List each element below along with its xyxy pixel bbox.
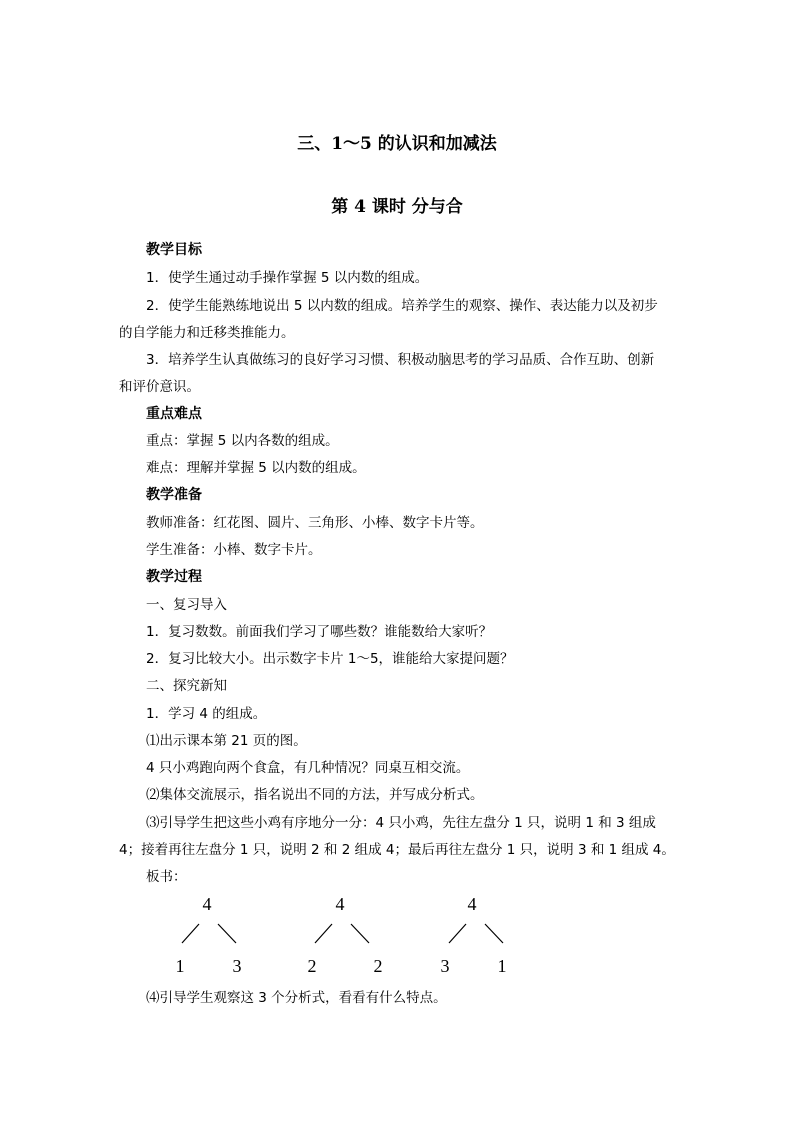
- part-1-heading: 一、复习导入: [146, 597, 227, 613]
- board-3-total: 4: [467, 894, 477, 914]
- lesson-title: 第 4 课时 分与合: [331, 197, 463, 217]
- part-2-item-1: 1．学习 4 的组成。: [146, 706, 267, 722]
- goal-2-line-2: 的自学能力和迁移类推能力。: [119, 325, 295, 341]
- key-point: 重点：掌握 5 以内各数的组成。: [146, 433, 339, 449]
- difficult-point: 难点：理解并掌握 5 以内数的组成。: [146, 460, 366, 476]
- branch-line: [449, 924, 466, 943]
- goal-2-line-1: 2．使学生能熟练地说出 5 以内数的组成。培养学生的观察、操作、表达能力以及初步: [146, 298, 658, 314]
- board-1-total: 4: [202, 894, 212, 914]
- board-label: 板书：: [146, 869, 187, 885]
- part-2-step-3-line-2: 4；接着再往左盘分 1 只，说明 2 和 2 组成 4；最后再往左盘分 1 只，说明 3 和 1 组成 4。: [119, 842, 675, 858]
- board-2-left: 2: [307, 956, 317, 976]
- goal-3-line-2: 和评价意识。: [119, 379, 200, 395]
- board-composition-diagram: [170, 892, 530, 982]
- board-2-right: 2: [373, 956, 383, 976]
- board-3-left: 3: [440, 956, 450, 976]
- part-2-heading: 二、探究新知: [146, 678, 227, 694]
- board-1-left: 1: [175, 956, 185, 976]
- key-heading: 重点难点: [146, 406, 202, 422]
- goal-3-line-1: 3．培养学生认真做练习的良好学习习惯、积极动脑思考的学习品质、合作互助、创新: [146, 352, 655, 368]
- process-heading: 教学过程: [146, 569, 202, 585]
- branch-line: [218, 924, 236, 943]
- prep-heading: 教学准备: [146, 487, 202, 503]
- part-1-item-2: 2．复习比较大小。出示数字卡片 1～5，谁能给大家提问题？: [146, 651, 514, 667]
- goals-heading: 教学目标: [146, 242, 202, 258]
- board-1-right: 3: [232, 956, 242, 976]
- part-2-step-4: ⑷引导学生观察这 3 个分析式，看看有什么特点。: [146, 990, 447, 1006]
- part-1-item-1: 1．复习数数。前面我们学习了哪些数？谁能数给大家听？: [146, 624, 493, 640]
- part-2-step-2: ⑵集体交流展示，指名说出不同的方法，并写成分析式。: [146, 787, 484, 803]
- board-3-right: 1: [497, 956, 507, 976]
- part-2-step-1: ⑴出示课本第 21 页的图。: [146, 733, 307, 749]
- chapter-title: 三、1～5 的认识和加减法: [297, 134, 497, 154]
- student-prep: 学生准备：小棒、数字卡片。: [146, 542, 322, 558]
- branch-line: [351, 924, 369, 943]
- branch-line: [182, 924, 199, 943]
- goal-1: 1．使学生通过动手操作掌握 5 以内数的组成。: [146, 270, 429, 286]
- branch-line: [315, 924, 332, 943]
- teacher-prep: 教师准备：红花图、圆片、三角形、小棒、数字卡片等。: [146, 515, 484, 531]
- branch-line: [485, 924, 503, 943]
- part-2-step-1b: 4 只小鸡跑向两个食盒，有几种情况？同桌互相交流。: [146, 760, 470, 776]
- part-2-step-3-line-1: ⑶引导学生把这些小鸡有序地分一分：4 只小鸡，先往左盘分 1 只，说明 1 和 3 组成: [146, 815, 656, 831]
- board-2-total: 4: [335, 894, 345, 914]
